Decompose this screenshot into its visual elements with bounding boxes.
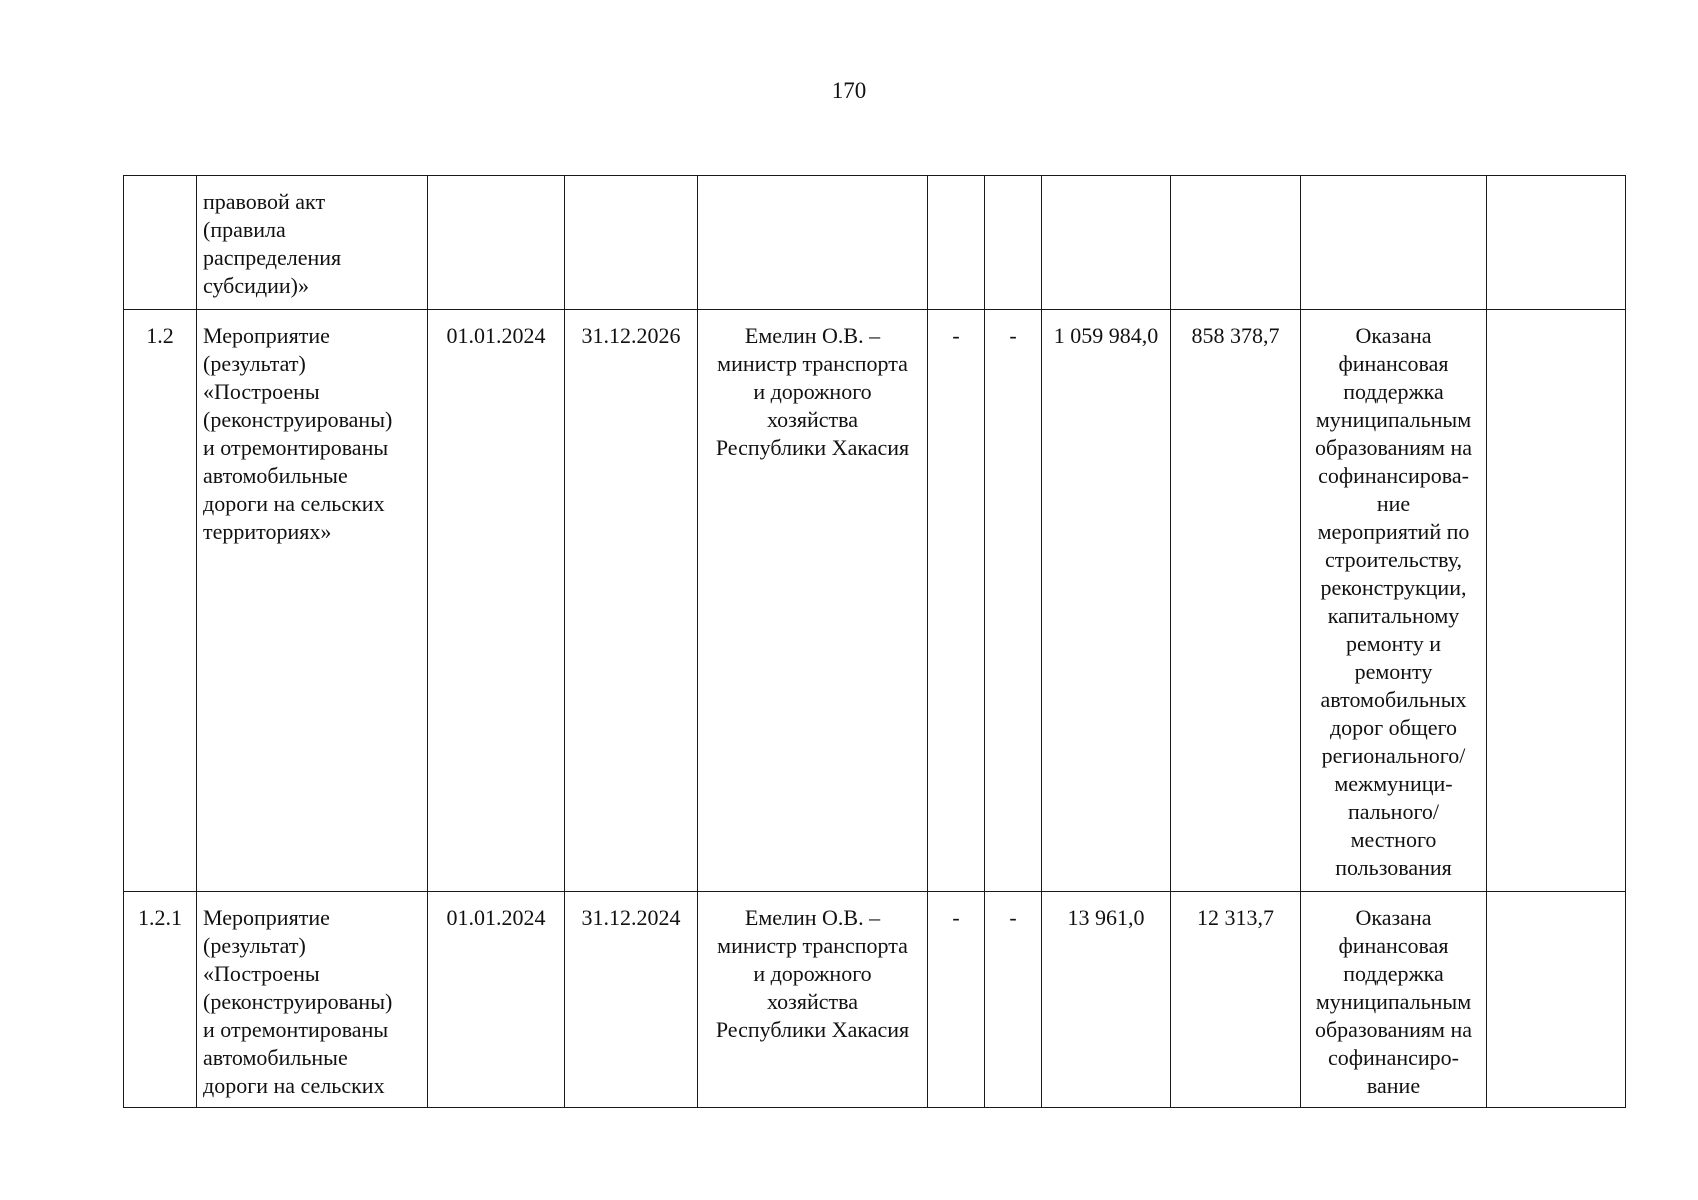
start-date: 01.01.2024 <box>428 892 565 1108</box>
row-number <box>124 176 197 310</box>
result-description <box>1301 176 1487 310</box>
row-number: 1.2 <box>124 310 197 892</box>
dash-cell: - <box>928 310 985 892</box>
result-description: Оказана финансовая поддержка муниципальным образованиям на софинансиро- вание <box>1301 892 1487 1108</box>
empty-cell <box>1487 176 1626 310</box>
amount-second: 858 378,7 <box>1171 310 1301 892</box>
measure-name: правовой акт (правила распределения субсидии)» <box>197 176 428 310</box>
empty-cell <box>1487 892 1626 1108</box>
responsible-person: Емелин О.В. – министр транспорта и дорожного хозяйства Республики Хакасия <box>698 892 928 1108</box>
measure-name: Мероприятие (результат) «Построены (реконструированы) и отремонтированы автомобильные дороги на сельских <box>197 892 428 1108</box>
amount-total: 13 961,0 <box>1042 892 1171 1108</box>
empty-cell <box>1487 310 1626 892</box>
page-number: 170 <box>831 78 867 103</box>
program-table <box>123 175 1626 1108</box>
result-description: Оказана финансовая поддержка муниципальным образованиям на софинансирова- ние мероприятий по строительству, реконструкции, капитальному ремонту и ремонту автомобильных дорог общего регионального/ межмуници- пального/ местного пользования <box>1301 310 1487 892</box>
dash-cell: - <box>928 892 985 1108</box>
dash-cell: - <box>985 310 1042 892</box>
table-row <box>124 176 1626 310</box>
end-date: 31.12.2026 <box>565 310 698 892</box>
responsible-person: Емелин О.В. – министр транспорта и дорожного хозяйства Республики Хакасия <box>698 310 928 892</box>
amount-second <box>1171 176 1301 310</box>
amount-total: 1 059 984,0 <box>1042 310 1171 892</box>
table-row <box>124 892 1626 1108</box>
amount-second: 12 313,7 <box>1171 892 1301 1108</box>
row-number: 1.2.1 <box>124 892 197 1108</box>
dash-cell <box>928 176 985 310</box>
end-date: 31.12.2024 <box>565 892 698 1108</box>
dash-cell <box>985 176 1042 310</box>
start-date: 01.01.2024 <box>428 310 565 892</box>
amount-total <box>1042 176 1171 310</box>
table-row <box>124 310 1626 892</box>
measure-name: Мероприятие (результат) «Построены (реконструированы) и отремонтированы автомобильные дороги на сельских территориях» <box>197 310 428 892</box>
dash-cell: - <box>985 892 1042 1108</box>
end-date <box>565 176 698 310</box>
start-date <box>428 176 565 310</box>
responsible-person <box>698 176 928 310</box>
